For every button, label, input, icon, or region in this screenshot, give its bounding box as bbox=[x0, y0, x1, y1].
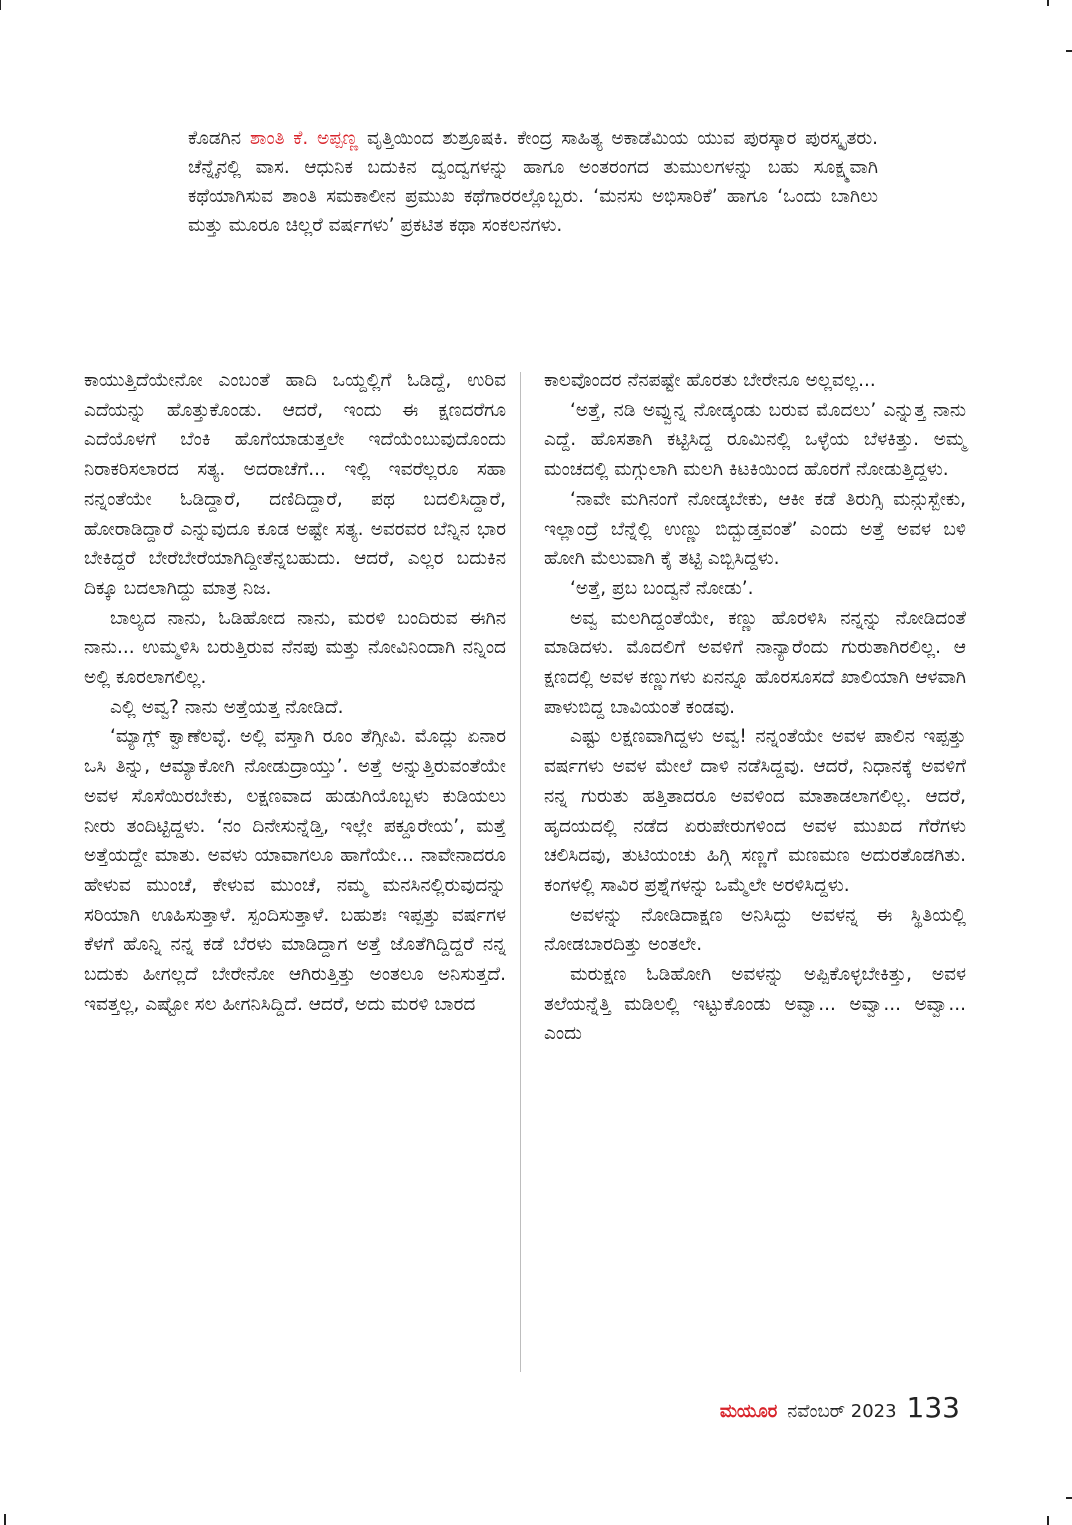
page-number: 133 bbox=[906, 1391, 960, 1424]
paragraph: ಎಷ್ಟು ಲಕ್ಷಣವಾಗಿದ್ದಳು ಅವ್ವ! ನನ್ನಂತೆಯೇ ಅವಳ ಪಾಲಿನ ಇಪ್ಪತ್ತು ವರ್ಷಗಳು ಅವಳ ಮೇಲೆ ದಾಳಿ ನಡೆಸಿದ್ದವು. ಆದರೆ, ನಿಧಾನಕ್ಕೆ ಅವಳಿಗೆ ನನ್ನ ಗುರುತು ಹತ್ತಿತಾದರೂ ಅವಳಿಂದ ಮಾತಾಡಲಾಗಲಿಲ್ಲ. ಆದರೆ, ಹೃದಯದಲ್ಲಿ ನಡೆದ ಏರುಪೇರುಗಳಿಂದ ಅವಳ ಮುಖದ ಗೆರೆಗಳು ಚಲಿಸಿದವು, ತುಟಿಯಂಚು ಹಿಗ್ಗಿ ಸಣ್ಣಗೆ ಮಣಮಣ ಅದುರತೊಡಗಿತು. ಕಂಗಳಲ್ಲಿ ಸಾವಿರ ಪ್ರಶ್ನೆಗಳನ್ನು ಒಮ್ಮೆಲೇ ಅರಳಿಸಿದ್ದಳು. bbox=[544, 726, 966, 896]
issue-date: ನವೆಂಬರ್ 2023 bbox=[787, 1401, 897, 1422]
paragraph: ಎಲ್ಲಿ ಅವ್ವ? ನಾನು ಅತ್ತೆಯತ್ತ ನೋಡಿದೆ. bbox=[110, 696, 344, 718]
paragraph: ಅವ್ವ ಮಲಗಿದ್ದಂತೆಯೇ, ಕಣ್ಣು ಹೊರಳಿಸಿ ನನ್ನನ್ನು ನೋಡಿದಂತೆ ಮಾಡಿದಳು. ಮೊದಲಿಗೆ ಅವಳಿಗೆ ನಾನ್ಯಾರೆಂದು ಗುರುತಾಗಿರಲಿಲ್ಲ. ಆ ಕ್ಷಣದಲ್ಲಿ ಅವಳ ಕಣ್ಣುಗಳು ಏನನ್ನೂ ಹೊರಸೂಸದೆ ಖಾಲಿಯಾಗಿ ಆಳವಾಗಿ ಪಾಳುಬಿದ್ದ ಬಾವಿಯಂತೆ ಕಂಡವು. bbox=[544, 607, 966, 718]
page-footer bbox=[720, 1391, 960, 1431]
paragraph: ಕಾಲವೊಂದರ ನೆನಪಷ್ಟೇ ಹೊರತು ಬೇರೇನೂ ಅಲ್ಲವಲ್ಲ... bbox=[544, 370, 876, 391]
author-name: ಶಾಂತಿ ಕೆ. ಅಪ್ಪಣ್ಣ bbox=[249, 128, 359, 149]
crop-mark-bottom-right bbox=[1047, 1516, 1049, 1525]
crop-mark-right-upper bbox=[1066, 50, 1072, 52]
crop-mark-bottom-left bbox=[4, 1514, 6, 1525]
paragraph: ಅವಳನ್ನು ನೋಡಿದಾಕ್ಷಣ ಅನಿಸಿದ್ದು ಅವಳನ್ನ ಈ ಸ್ಥಿತಿಯಲ್ಲಿ ನೋಡಬಾರದಿತ್ತು ಅಂತಲೇ. bbox=[544, 904, 966, 956]
column-divider bbox=[520, 372, 521, 1372]
bio-text: ವೃತ್ತಿಯಿಂದ ಶುಶ್ರೂಷಕಿ. ಕೇಂದ್ರ ಸಾಹಿತ್ಯ ಅಕಾಡೆಮಿಯ ಯುವ ಪುರಸ್ಕಾರ ಪುರಸ್ಕೃತರು. ಚೆನ್ನೈನಲ್ಲಿ ವಾಸ. ಆಧುನಿಕ ಬದುಕಿನ ದ್ವಂದ್ವಗಳನ್ನು ಹಾಗೂ ಅಂತರಂಗದ ತುಮುಲಗಳನ್ನು ಬಹು ಸೂಕ್ಷ್ಮವಾಗಿ ಕಥೆಯಾಗಿಸುವ ಶಾಂತಿ ಸಮಕಾಲೀನ ಪ್ರಮುಖ ಕಥೆಗಾರರಲ್ಲೊಬ್ಬರು. ‘ಮನಸು ಅಭಿಸಾರಿಕೆ’ ಹಾಗೂ ‘ಒಂದು ಬಾಗಿಲು ಮತ್ತು ಮೂರೂ ಚಿಲ್ಲರೆ ವರ್ಷಗಳು’ ಪ್ರಕಟಿತ ಕಥಾ ಸಂಕಲನಗಳು. bbox=[188, 128, 878, 236]
crop-mark-top-right bbox=[1047, 0, 1049, 6]
paragraph: ‘ಅತ್ತೆ, ಪ್ರಬ ಬಂದ್ವನೆ ನೋಡು’. bbox=[570, 577, 754, 599]
crop-mark-right-lower bbox=[1066, 1497, 1072, 1499]
bio-intro: ಕೊಡಗಿನ bbox=[188, 128, 250, 149]
paragraph: ಕಾಯುತ್ತಿದೆಯೇನೋ ಎಂಬಂತೆ ಹಾದಿ ಒಯ್ದಲ್ಲಿಗೆ ಓಡಿದ್ದೆ, ಉರಿವ ಎದೆಯನ್ನು ಹೊತ್ತುಕೊಂಡು. ಆದರೆ, ಇಂದು ಈ ಕ್ಷಣದರೆಗೂ ಎದೆಯೊಳಗೆ ಬೆಂಕಿ ಹೊಗೆಯಾಡುತ್ತಲೇ ಇದೆಯೆಂಬುವುದೊಂದು ನಿರಾಕರಿಸಲಾರದ ಸತ್ಯ. ಅದರಾಚೆಗೆ... ಇಲ್ಲಿ ಇವರೆಲ್ಲರೂ ಸಹಾ ನನ್ನಂತೆಯೇ ಓಡಿದ್ದಾರೆ, ದಣಿದಿದ್ದಾರೆ, ಪಥ ಬದಲಿಸಿದ್ದಾರೆ, ಹೋರಾಡಿದ್ದಾರೆ ಎನ್ನುವುದೂ ಕೂಡ ಅಷ್ಟೇ ಸತ್ಯ. ಅವರವರ ಬೆನ್ನಿನ ಭಾರ ಬೇಕಿದ್ದರೆ ಬೇರೆಬೇರೆಯಾಗಿದ್ದೀತೆನ್ನಬಹುದು. ಆದರೆ, ಎಲ್ಲರ ಬದುಕಿನ ದಿಕ್ಕೂ ಬದಲಾಗಿದ್ದು ಮಾತ್ರ ನಿಜ. bbox=[84, 370, 506, 599]
author-bio bbox=[188, 124, 878, 240]
article-column-right bbox=[544, 366, 966, 1049]
magazine-name: ಮಯೂರ bbox=[719, 1401, 778, 1422]
article-column-left bbox=[84, 366, 506, 1019]
paragraph: ‘ಮ್ಯಾಗ್ಲ್ ಕ್ವಾಣೆಲವ್ಳೆ. ಅಲ್ಲಿ ವಸ್ತಾಗಿ ರೂಂ ತೆಗ್ಸೀವಿ. ಮೊದ್ಲು ಏನಾರ ಒಸಿ ತಿನ್ನು, ಆಮ್ಯಾಕೋಗಿ ನೋಡುದ್ರಾಯ್ತು’. ಅತ್ತೆ ಅನ್ನುತ್ತಿರುವಂತೆಯೇ ಅವಳ ಸೊಸೆಯಿರಬೇಕು, ಲಕ್ಷಣವಾದ ಹುಡುಗಿಯೊಬ್ಬಳು ಕುಡಿಯಲು ನೀರು ತಂದಿಟ್ಟಿದ್ದಳು. ‘ನಂ ದಿನೇಸುನ್ನೆಡ್ತಿ, ಇಲ್ಲೇ ಪಕ್ದೂರೇಯ’, ಮತ್ತೆ ಅತ್ತೆಯದ್ದೇ ಮಾತು. ಅವಳು ಯಾವಾಗಲೂ ಹಾಗೆಯೇ... ನಾವೇನಾದರೂ ಹೇಳುವ ಮುಂಚೆ, ಕೇಳುವ ಮುಂಚೆ, ನಮ್ಮ ಮನಸಿನಲ್ಲಿರುವುದನ್ನು ಸರಿಯಾಗಿ ಊಹಿಸುತ್ತಾಳೆ. ಸ್ಪಂದಿಸುತ್ತಾಳೆ. ಬಹುಶಃ ಇಪ್ಪತ್ತು ವರ್ಷಗಳ ಕೆಳಗೆ ಹೊನ್ನಿ ನನ್ನ ಕಡೆ ಬೆರಳು ಮಾಡಿದ್ದಾಗ ಅತ್ತೆ ಜೊತೆಗಿದ್ದಿದ್ದರೆ ನನ್ನ ಬದುಕು ಹೀಗಲ್ಲದೆ ಬೇರೇನೋ ಆಗಿರುತ್ತಿತ್ತು ಅಂತಲೂ ಅನಿಸುತ್ತದೆ. ಇವತ್ತಲ್ಲ, ಎಷ್ಟೋ ಸಲ ಹೀಗನಿಸಿದ್ದಿದೆ. ಆದರೆ, ಅದು ಮರಳಿ ಬಾರದ bbox=[84, 726, 506, 1015]
paragraph: ‘ನಾವೇ ಮಗಿನಂಗೆ ನೋಡ್ಕಬೇಕು, ಆಕೀ ಕಡೆ ತಿರುಗ್ಸಿ ಮನ್ಗುಸ್ಬೇಕು, ಇಲ್ಲಾಂದ್ರೆ ಬೆನ್ನೆಲ್ಲಿ ಉಣ್ಣು ಬಿದ್ಬುಡ್ತವಂತೆ’ ಎಂದು ಅತ್ತೆ ಅವಳ ಬಳಿ ಹೋಗಿ ಮೆಲುವಾಗಿ ಕೈ ತಟ್ಟಿ ಎಬ್ಬಿಸಿದ್ದಳು. bbox=[544, 488, 966, 570]
crop-mark-top-left bbox=[0, 0, 1, 10]
paragraph: ಮರುಕ್ಷಣ ಓಡಿಹೋಗಿ ಅವಳನ್ನು ಅಪ್ಪಿಕೊಳ್ಳಬೇಕಿತ್ತು, ಅವಳ ತಲೆಯನ್ನೆತ್ತಿ ಮಡಿಲಲ್ಲಿ ಇಟ್ಟುಕೊಂಡು ಅವ್ವಾ... ಅವ್ವಾ... ಅವ್ವಾ... ಎಂದು bbox=[544, 964, 966, 1045]
paragraph: ಬಾಲ್ಯದ ನಾನು, ಓಡಿಹೋದ ನಾನು, ಮರಳಿ ಬಂದಿರುವ ಈಗಿನ ನಾನು... ಉಮ್ಮಳಿಸಿ ಬರುತ್ತಿರುವ ನೆನಪು ಮತ್ತು ನೋವಿನಿಂದಾಗಿ ನನ್ನಿಂದ ಅಲ್ಲಿ ಕೂರಲಾಗಲಿಲ್ಲ. bbox=[84, 607, 506, 689]
paragraph: ‘ಅತ್ತೆ, ನಡಿ ಅವ್ವುನ್ನ ನೋಡ್ಕಂಡು ಬರುವ ಮೊದಲು’ ಎನ್ನುತ್ತ ನಾನು ಎದ್ದೆ. ಹೊಸತಾಗಿ ಕಟ್ಟಿಸಿದ್ದ ರೂಮಿನಲ್ಲಿ ಒಳ್ಳೆಯ ಬೆಳಕಿತ್ತು. ಅಮ್ಮ ಮಂಚದಲ್ಲಿ ಮಗ್ಗುಲಾಗಿ ಮಲಗಿ ಕಿಟಕಿಯಿಂದ ಹೊರಗೆ ನೋಡುತ್ತಿದ್ದಳು. bbox=[544, 399, 966, 481]
